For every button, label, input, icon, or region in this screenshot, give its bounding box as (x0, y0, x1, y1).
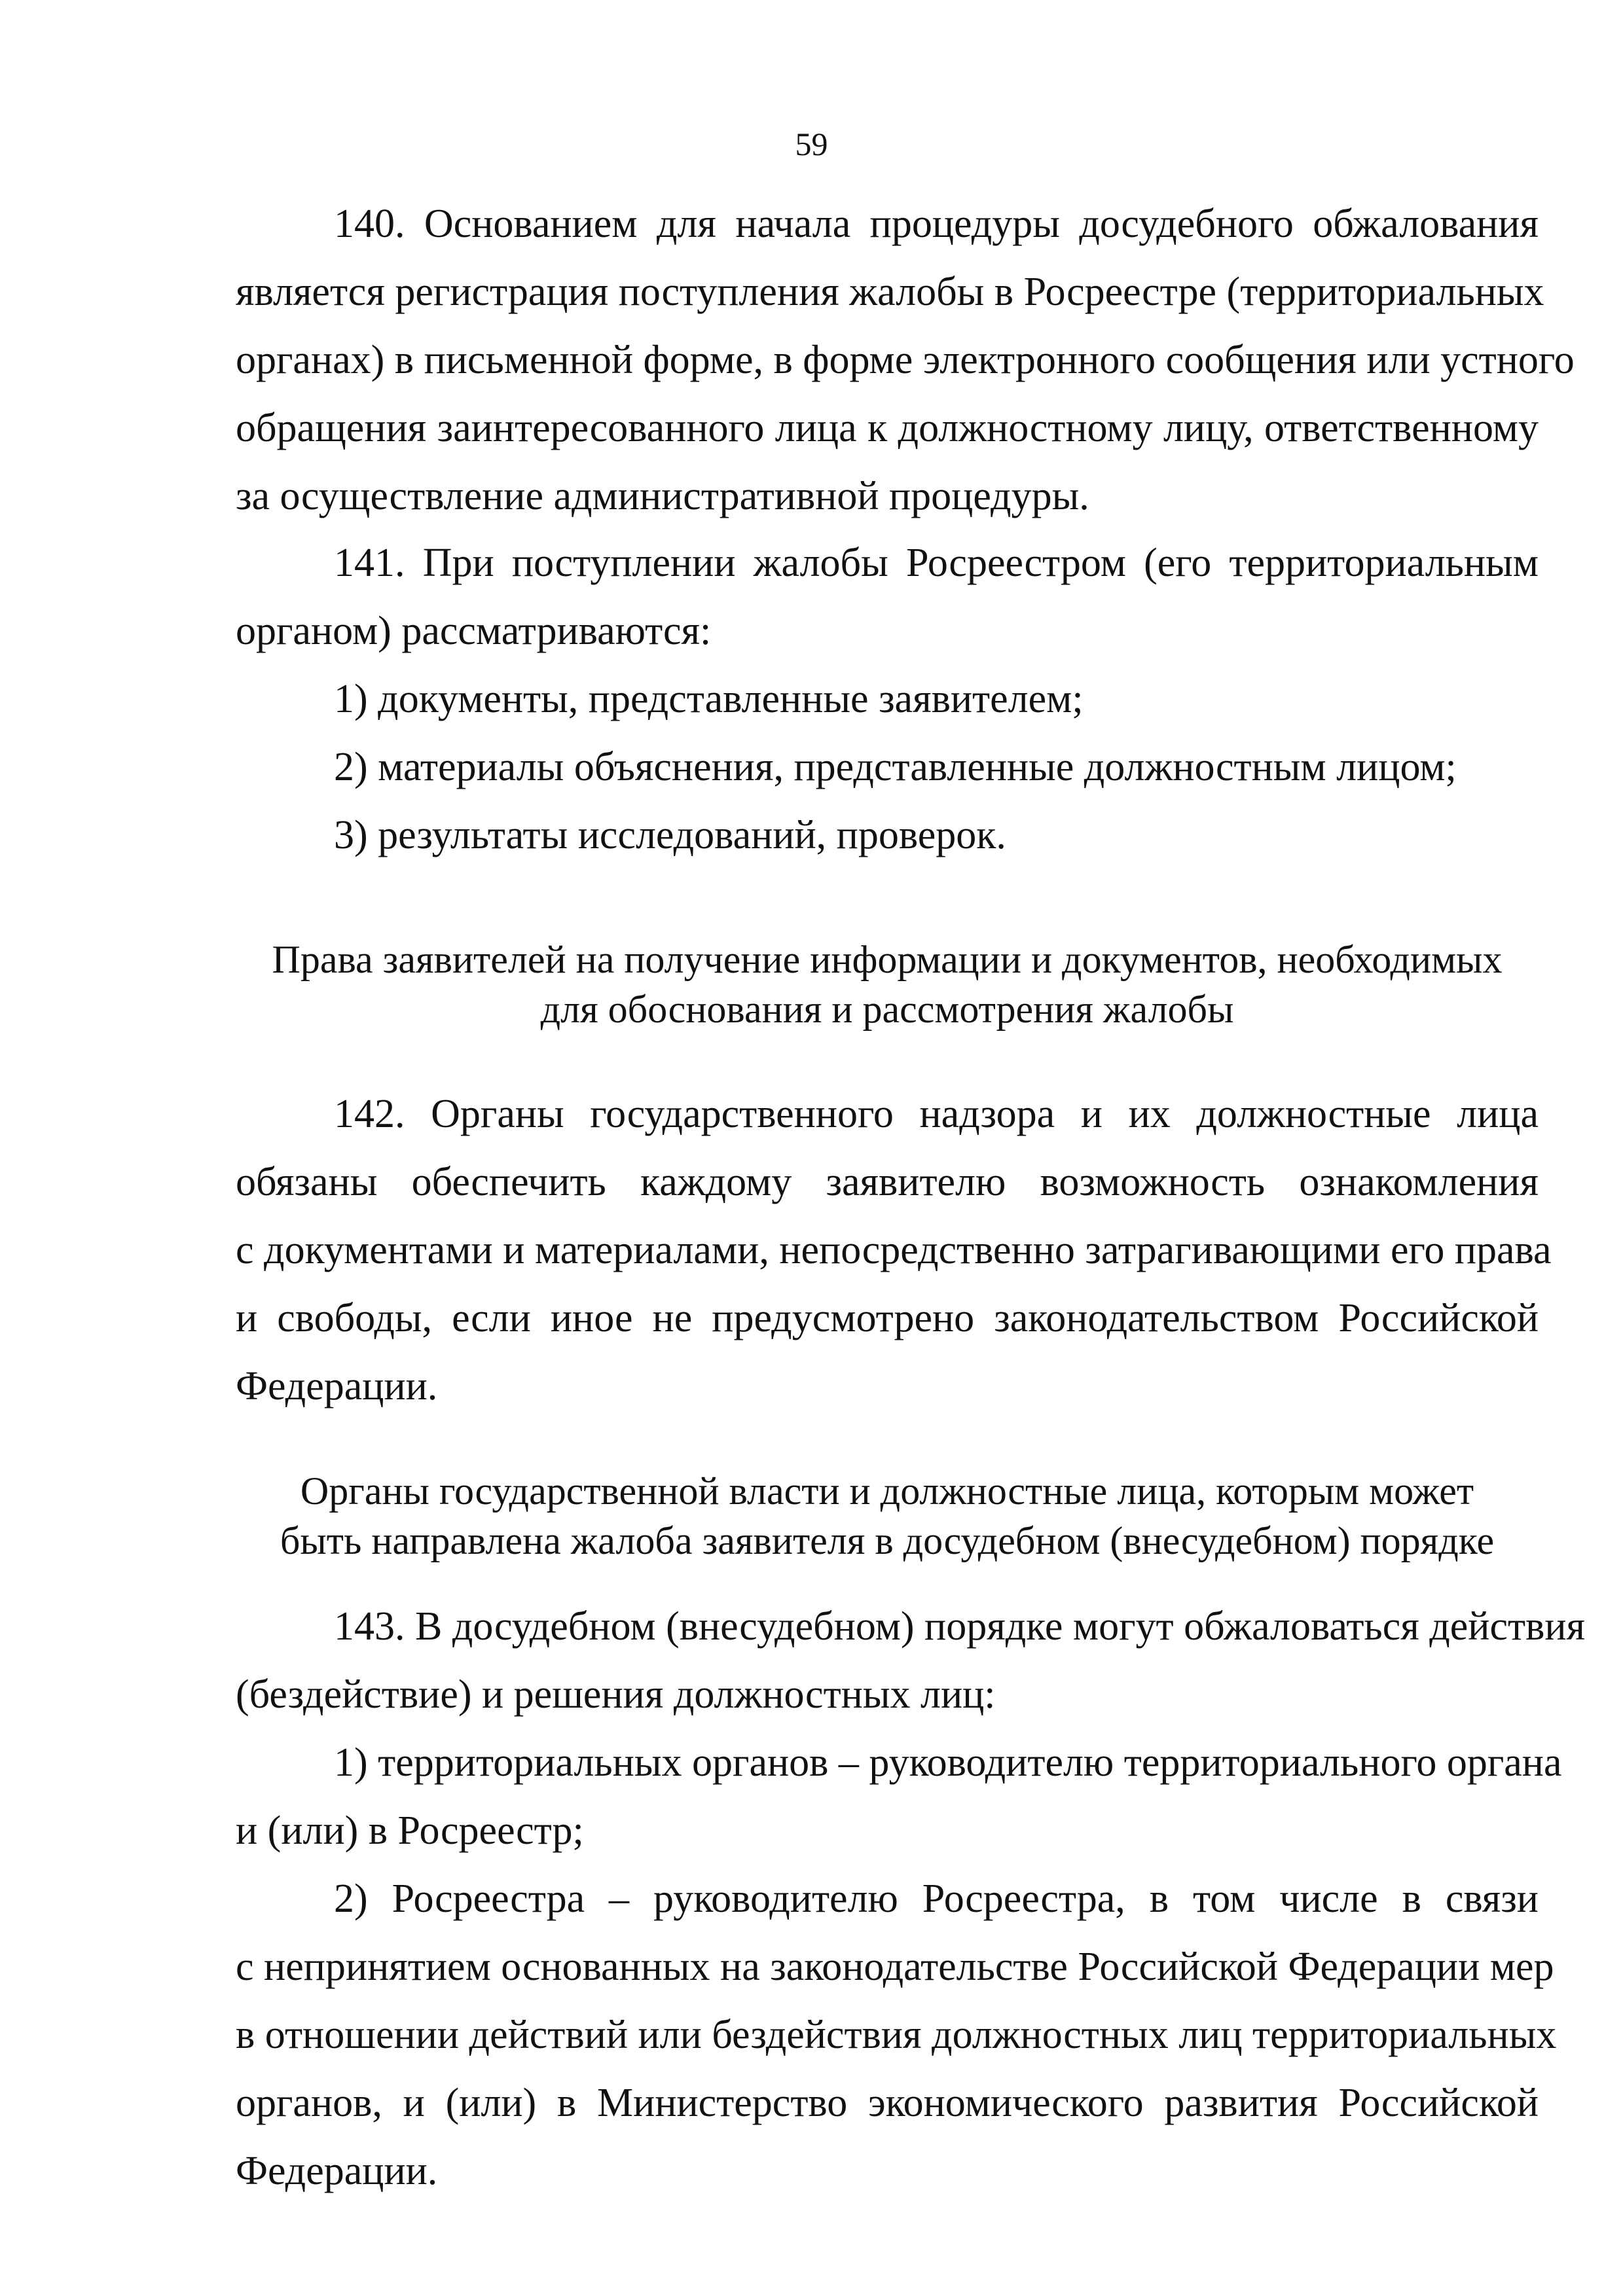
paragraph-line: 143. В досудебном (внесудебном) порядке могут обжаловаться действия (334, 1604, 1586, 1649)
paragraph-141 (236, 529, 1539, 869)
paragraph-142 (236, 1080, 1552, 1420)
paragraph-line: 142. Органы государственного надзора и их должностные лица (334, 1092, 1539, 1136)
paragraph-line: и свободы, если иное не предусмотрено законодательством Российской (236, 1296, 1539, 1340)
list-item: Федерации. (236, 2149, 438, 2193)
page-number: 59 (795, 126, 828, 162)
heading-line: Права заявителей на получение информации и документов, необходимых (272, 938, 1503, 981)
paragraph-line: 141. При поступлении жалобы Росреестром (его территориальным (334, 541, 1539, 585)
paragraph-line: Федерации. (236, 1364, 438, 1408)
list-item: с непринятием основанных на законодательстве Российской Федерации мер (236, 1945, 1554, 1989)
paragraph-line: с документами и материалами, непосредственно затрагивающими его права (236, 1228, 1552, 1272)
list-item: 2) Росреестра – руководителю Росреестра, в том числе в связи (334, 1876, 1539, 1921)
paragraph-line: (бездействие) и решения должностных лиц: (236, 1672, 996, 1717)
heading-line: для обоснования и рассмотрения жалобы (540, 988, 1234, 1031)
paragraph-line: 140. Основанием для начала процедуры досудебного обжалования (334, 202, 1539, 246)
heading-line: быть направлена жалоба заявителя в досудебном (внесудебном) порядке (280, 1519, 1495, 1562)
paragraph-line: за осуществление административной процедуры. (236, 474, 1089, 518)
section-heading (236, 935, 1539, 1034)
list-item: в отношении действий или бездействия должностных лиц территориальных (236, 2013, 1557, 2057)
paragraph-line: является регистрация поступления жалобы в Росреестре (территориальных (236, 270, 1544, 314)
list-item: 1) документы, представленные заявителем; (334, 677, 1084, 721)
list-item: органов, и (или) в Министерство экономического развития Российской (236, 2081, 1539, 2125)
paragraph-143 (236, 1592, 1586, 2205)
paragraph-line: обращения заинтересованного лица к должностному лицу, ответственному (236, 406, 1539, 450)
section-heading (236, 1466, 1539, 1566)
paragraph-line: органом) рассматриваются: (236, 609, 712, 653)
list-item: 1) территориальных органов – руководителю территориального органа (334, 1740, 1562, 1785)
list-item: и (или) в Росреестр; (236, 1808, 584, 1853)
heading-line: Органы государственной власти и должностные лица, которым может (300, 1469, 1474, 1513)
paragraph-line: обязаны обеспечить каждому заявителю возможность ознакомления (236, 1160, 1539, 1204)
list-item: 2) материалы объяснения, представленные должностным лицом; (334, 745, 1457, 789)
paragraph-140 (236, 190, 1575, 530)
list-item: 3) результаты исследований, проверок. (334, 813, 1006, 857)
paragraph-line: органах) в письменной форме, в форме электронного сообщения или устного (236, 338, 1575, 382)
